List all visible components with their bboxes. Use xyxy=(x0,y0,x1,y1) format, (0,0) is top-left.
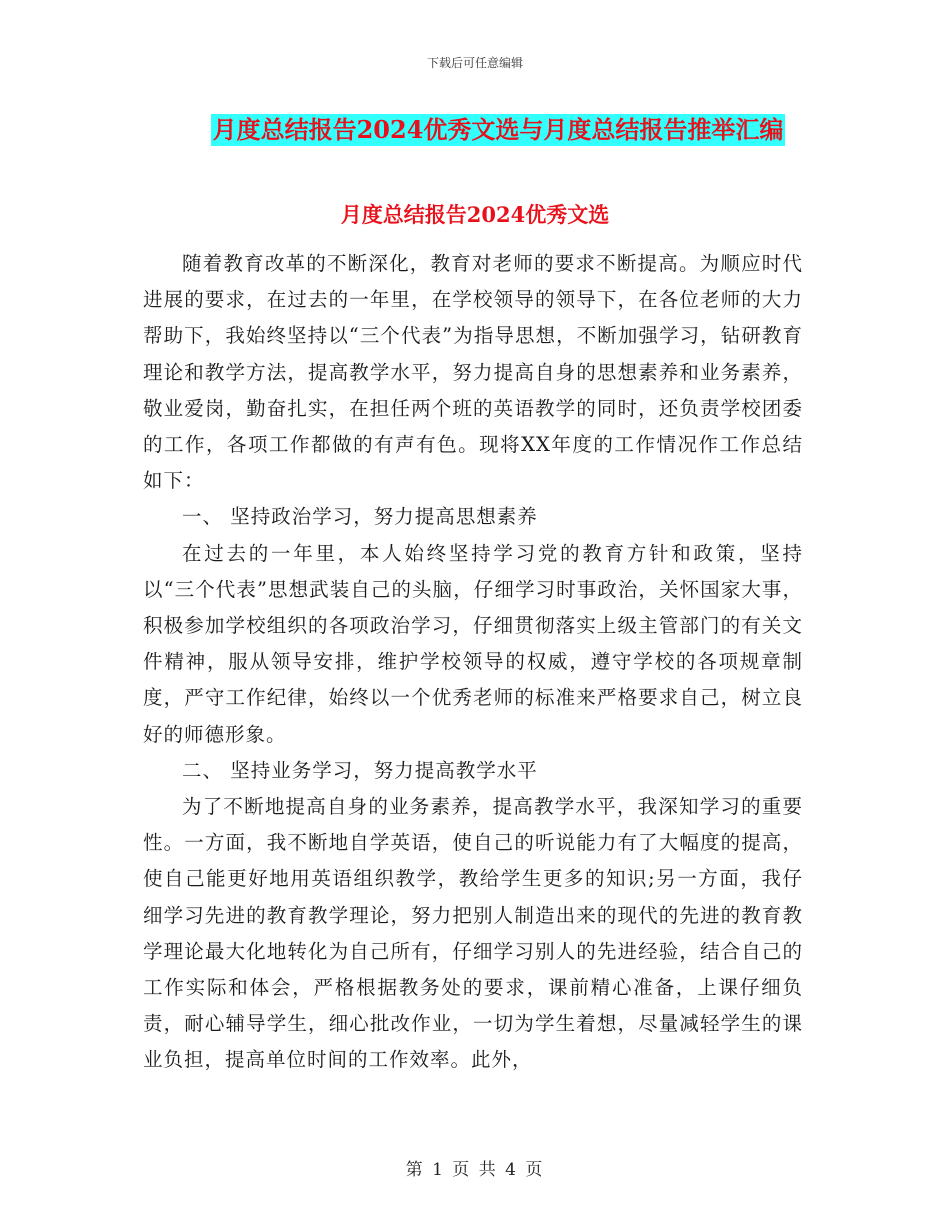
paragraph-political-study: 在过去的一年里，本人始终坚持学习党的教育方针和政策，坚持以“三个代表”思想武装自己的头脑，仔细学习时事政治，关怀国家大事，积极参加学校组织的各项政治学习，仔细贯彻落实上级主管部门的有关文件精神，服从领导安排，维护学校领导的权威，遵守学校的各项规章制度，严守工作纪律，始终以一个优秀老师的标准来严格要求自己，树立良好的师德形象。 xyxy=(143,541,803,746)
paragraph-professional-study: 为了不断地提高自身的业务素养，提高教学水平，我深知学习的重要性。一方面，我不断地自学英语，使自己的听说能力有了大幅度的提高，使自己能更好地用英语组织教学，教给学生更多的知识;另一方面，我仔细学习先进的教育教学理论，努力把别人制造出来的现代的先进的教育教学理论最大化地转化为自己所有，仔细学习别人的先进经验，结合自己的工作实际和体会，严格根据教务处的要求，课前精心准备，上课仔细负责，耐心辅导学生，细心批改作业，一切为学生着想，尽量减轻学生的课业负担，提高单位时间的工作效率。此外， xyxy=(143,795,803,1072)
document-title: 月度总结报告2024优秀文选与月度总结报告推举汇编 xyxy=(212,115,784,144)
page-footer: 第 1 页 共 4 页 xyxy=(405,1160,545,1180)
document-body xyxy=(143,246,803,1079)
section-title: 月度总结报告2024优秀文选 xyxy=(340,202,610,227)
heading-political-study: 一、 坚持政治学习，努力提高思想素养 xyxy=(182,505,538,529)
document-title-container xyxy=(0,114,950,146)
heading-professional-study: 二、 坚持业务学习，努力提高教学水平 xyxy=(182,758,538,782)
paragraph-intro: 随着教育改革的不断深化，教育对老师的要求不断提高。为顺应时代进展的要求，在过去的一年里，在学校领导的领导下，在各位老师的大力帮助下，我始终坚持以“三个代表”为指导思想，不断加强学习，钻研教育理论和教学方法，提高教学水平，努力提高自身的思想素养和业务素养，敬业爱岗，勤奋扎实，在担任两个班的英语教学的同时，还负责学校团委的工作，各项工作都做的有声有色。现将XX年度的工作情况作工作总结如下： xyxy=(143,252,803,493)
header-note: 下载后可任意编辑 xyxy=(426,56,523,70)
